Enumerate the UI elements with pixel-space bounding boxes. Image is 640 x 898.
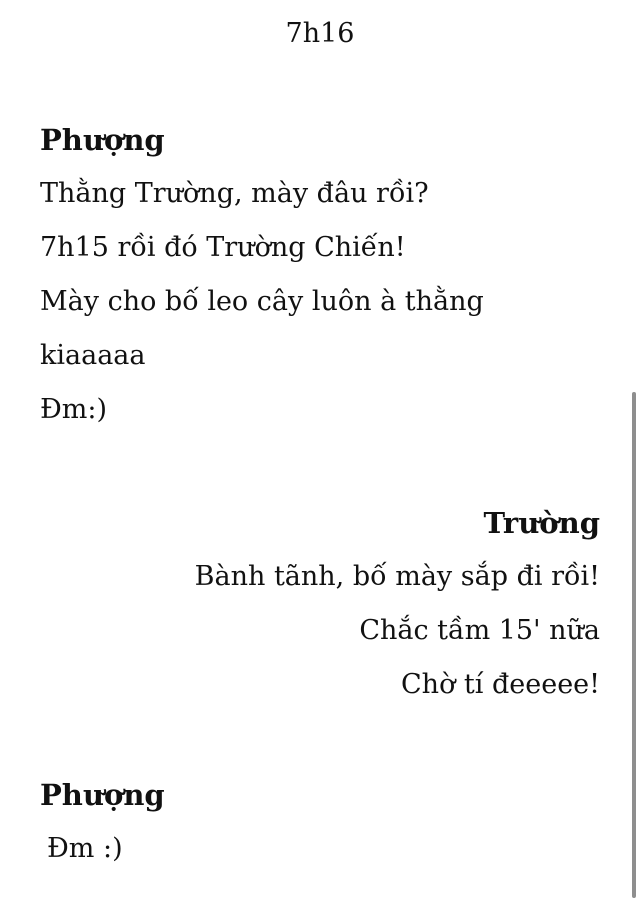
message-line: Đm :) bbox=[47, 833, 123, 864]
message-line: Thằng Trường, mày đâu rồi? bbox=[40, 178, 429, 209]
message-line: 7h15 rồi đó Trường Chiến! bbox=[40, 232, 406, 263]
sender-name: Phượng bbox=[40, 123, 165, 157]
message-block-phuong-2 bbox=[40, 768, 560, 876]
message-block-phuong-1 bbox=[40, 113, 560, 437]
sender-name: Trường bbox=[483, 506, 600, 540]
message-line: Bành tãnh, bố mày sắp đi rồi! bbox=[194, 561, 600, 592]
message-line: Chắc tầm 15' nữa bbox=[359, 615, 600, 646]
message-line: Chờ tí đeeeee! bbox=[401, 669, 600, 700]
timestamp: 7h16 bbox=[285, 18, 355, 49]
message-block-truong bbox=[80, 496, 600, 712]
scrollbar[interactable] bbox=[632, 392, 636, 898]
message-line: Mày cho bố leo cây luôn à thằng bbox=[40, 286, 484, 317]
sender-name: Phượng bbox=[40, 778, 165, 812]
message-line: Đm:) bbox=[40, 394, 108, 425]
message-line: kiaaaaa bbox=[40, 340, 146, 371]
